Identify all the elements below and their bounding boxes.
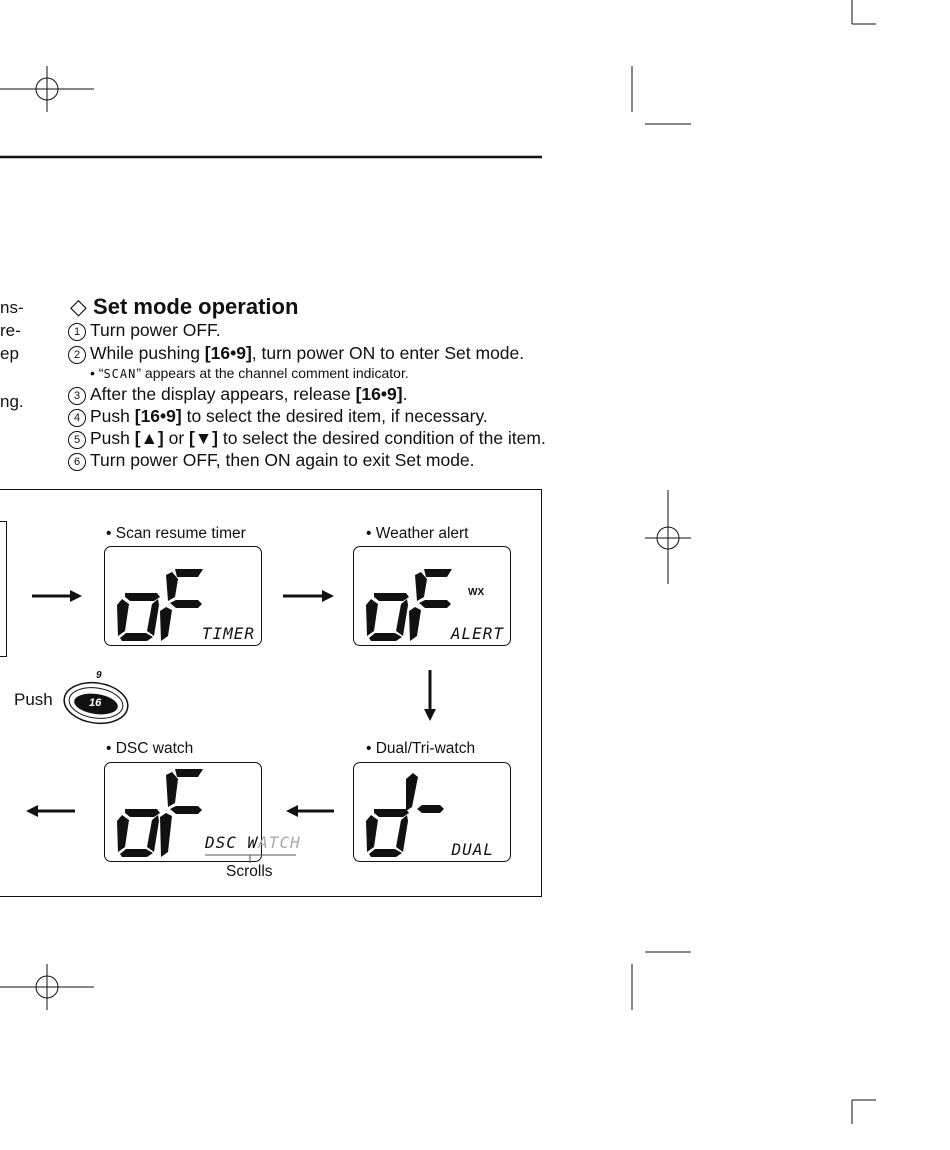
step-6: 6 Turn power OFF, then ON again to exit Set mode. (68, 450, 475, 471)
step-1: 1 Turn power OFF. (68, 320, 221, 341)
weather-alert-label: • Weather alert (366, 525, 469, 542)
scan-resume-label: • Scan resume timer (106, 525, 246, 542)
step-5: 5 Push [▲] or [▼] to select the desired condition of the item. (68, 428, 546, 449)
arrow-left-2-head (26, 805, 38, 817)
left-text-fragment: ep (0, 344, 19, 363)
step-4: 4 Push [16•9] to select the desired item, if necessary. (68, 406, 488, 427)
arrow-down-head (424, 709, 436, 721)
left-text-fragment: ng. (0, 392, 24, 411)
dsc-scroll-text: DSC WATCH (205, 833, 301, 852)
dsc-watch-label: • DSC watch (106, 740, 194, 757)
lcd-sub-text: ALERT (450, 624, 504, 643)
scrolls-label: Scrolls (226, 863, 273, 880)
wx-badge: WX (468, 587, 485, 598)
dual-watch-label: • Dual/Tri-watch (366, 740, 476, 757)
scan-lcd-text: SCAN (103, 367, 137, 381)
section-heading-text: Set mode operation (93, 294, 299, 319)
arrow-right-1-head (70, 590, 82, 602)
section-heading (70, 294, 298, 320)
scan-note: • “SCAN” appears at the channel comment indicator. (90, 365, 409, 381)
arrow-right-2-head (322, 590, 334, 602)
lcd-sub-text: TIMER (201, 624, 255, 643)
lcd-sub-text: DUAL (451, 840, 494, 859)
step-3: 3 After the display appears, release [16•9]. (68, 384, 407, 405)
step-2: 2 While pushing [16•9], turn power ON to enter Set mode. (68, 343, 524, 364)
diamond-icon: ◇ (70, 294, 87, 319)
arrow-left-1-head (286, 805, 298, 817)
left-text-fragment: ns- (0, 298, 24, 317)
key-secondary-label: 9 (96, 670, 102, 681)
push-label: Push (14, 690, 53, 709)
left-text-fragment: re- (0, 321, 21, 340)
key-main-label: 16 (89, 697, 102, 709)
